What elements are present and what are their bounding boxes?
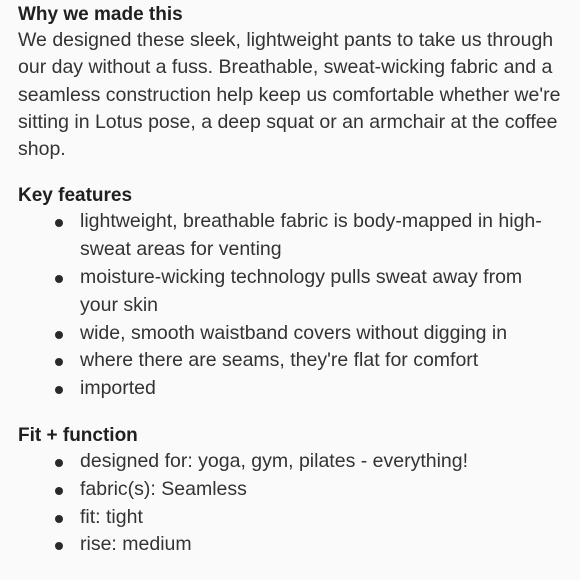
bullet-icon <box>55 459 63 467</box>
list-item <box>80 531 562 559</box>
list-item <box>80 476 562 504</box>
key-features-list <box>18 208 562 403</box>
bullet-icon <box>55 542 63 550</box>
bullet-icon <box>55 275 63 283</box>
list-item <box>80 448 562 476</box>
list-item <box>80 347 562 375</box>
why-heading: Why we made this <box>18 4 183 25</box>
bullet-icon <box>55 386 63 394</box>
bullet-icon <box>55 331 63 339</box>
list-item-text: rise: medium <box>80 533 192 556</box>
list-item-text: fit: tight <box>80 505 143 528</box>
key-features-section <box>18 184 562 403</box>
list-item-text: imported <box>80 377 156 400</box>
list-item <box>80 504 562 532</box>
list-item <box>80 264 562 320</box>
bullet-icon <box>55 515 63 523</box>
list-item-text: wide, smooth waistband covers without digging in <box>80 321 508 344</box>
bullet-icon <box>55 358 63 366</box>
why-we-made-this-section <box>18 3 562 163</box>
key-features-heading: Key features <box>18 185 133 207</box>
list-item <box>80 375 562 403</box>
list-item-text: designed for: yoga, gym, pilates - everything! <box>80 450 469 473</box>
section-spacer <box>18 403 562 424</box>
bullet-icon <box>55 219 63 227</box>
section-spacer <box>18 163 562 184</box>
list-item <box>80 208 562 264</box>
fit-function-list <box>18 448 562 559</box>
list-item-text: where there are seams, they're flat for comfort <box>80 349 479 372</box>
list-item-text: lightweight, breathable fabric is body-mapped in high-sweat areas for venting <box>80 210 542 261</box>
list-item-text: fabric(s): Seamless <box>80 477 247 500</box>
bullet-icon <box>55 487 63 495</box>
fit-function-section <box>18 424 562 559</box>
fit-function-heading: Fit + function <box>18 425 138 447</box>
list-item-text: moisture-wicking technology pulls sweat away from your skin <box>80 266 523 316</box>
why-body: We designed these sleek, lightweight pants to take us through our day without a fuss. Breathable, sweat-wicking fabric and a seamless construction help keep us comfortable whether we're sitting in Lotus pose, a deep squat or an armchair at the coffee shop. <box>18 29 561 161</box>
list-item <box>80 320 562 348</box>
